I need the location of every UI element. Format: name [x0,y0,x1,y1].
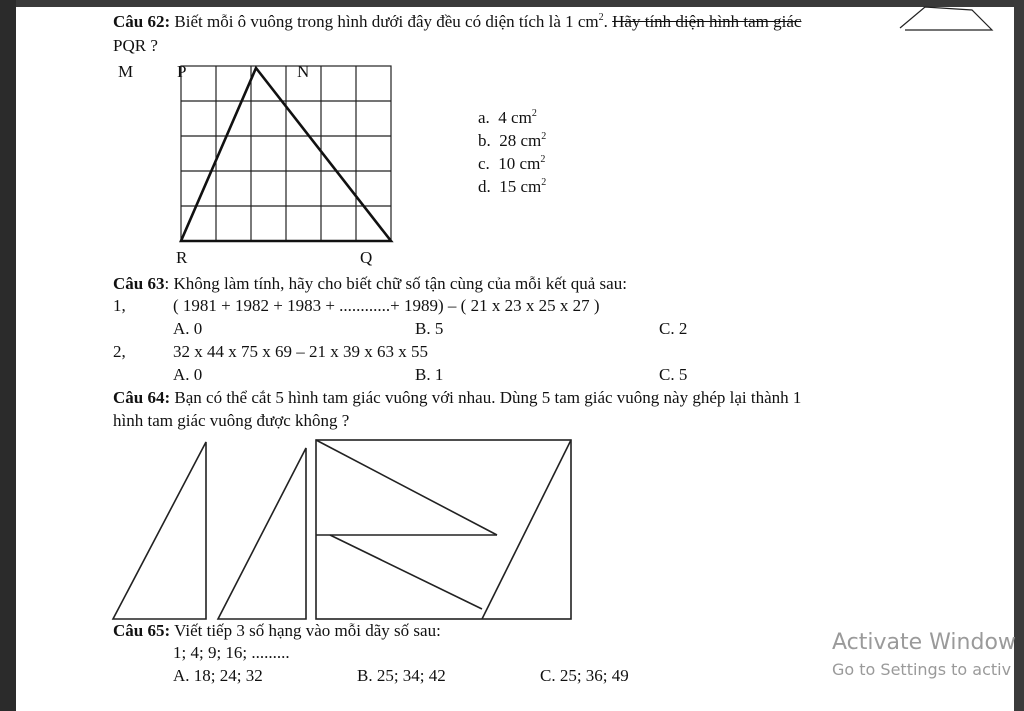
q65-answer-c: C. 25; 36; 49 [540,666,629,685]
q63-part2-num: 2, [113,342,126,361]
q62-exp: 2 [598,12,604,23]
right-triangle-1 [113,442,206,619]
q63-part2-answer-b: B. 1 [415,365,444,384]
q64-text: Bạn có thể cắt 5 hình tam giác vuông với nhau. Dùng 5 tam giác vuông này ghép lại thành 1 [174,388,802,407]
point-label-r: R [176,248,188,267]
q64-label: Câu 64: [113,388,171,407]
q63-part2-answer-c: C. 5 [659,365,688,384]
q62-text-after: . [603,12,608,31]
q63-part2-expr: 32 x 44 x 75 x 69 – 21 x 39 x 63 x 55 [173,342,428,361]
q63-part1-expr: ( 1981 + 1982 + 1983 + ............+ 1989) – ( 21 x 23 x 25 x 27 ) [173,296,600,315]
cut-line-3 [330,535,482,609]
q65-label: Câu 65: [113,621,171,640]
q62-struck-text: Hãy tính diện hình tam giác [612,12,802,31]
q62-text: Biết mỗi ô vuông trong hình dưới đây đều có diện tích là 1 cm [174,12,599,31]
q63-text: : Không làm tính, hãy cho biết chữ số tận cùng của mỗi kết quả sau: [164,274,627,293]
point-label-n: N [297,62,310,81]
cut-line-4 [482,440,571,619]
q63-part2-answer-a: A. 0 [173,365,203,384]
q64-line2: hình tam giác vuông được không ? [113,411,350,430]
cut-line-1 [316,440,497,535]
q63-title [113,274,627,294]
rectangle-frame [316,440,571,619]
q63-part1-answer-b: B. 5 [415,319,444,338]
q65-answer-b: B. 25; 34; 42 [357,666,446,685]
q63-part1-num: 1, [113,296,126,315]
q65-answer-a: A. 18; 24; 32 [173,666,263,685]
q62-label: Câu 62: [113,12,171,31]
q62-option-c: c. 10 $cm^2$ [478,154,546,173]
activate-windows-watermark: Activate Window [832,630,1016,655]
q63-part1-answer-c: C. 2 [659,319,688,338]
q63-label: Câu 63 [113,274,165,293]
q63-part1-answer-a: A. 0 [173,319,203,338]
right-triangle-2 [218,448,306,619]
q65-line1 [113,621,441,641]
activate-windows-subtext: Go to Settings to activ [832,660,1012,679]
q62-grid-figure [181,66,395,246]
q65-text: Viết tiếp 3 số hạng vào mỗi dãy số sau: [174,621,441,640]
q62-line2: PQR ? [113,36,158,55]
q62-option-b: b. 28 $cm^2$ [478,131,547,150]
q64-triangles-figure [0,430,1024,630]
point-label-m: M [118,62,134,81]
q64-line1 [113,388,801,408]
point-label-p: P [177,62,187,81]
q62-option-a: a. 4 $cm^2$ [478,108,537,127]
q62-stray-drawing [0,0,1024,40]
q62-option-d: d. 15 $cm^2$ [478,177,547,196]
q65-sequence: 1; 4; 9; 16; ......... [173,643,290,662]
point-label-q: Q [360,248,373,267]
